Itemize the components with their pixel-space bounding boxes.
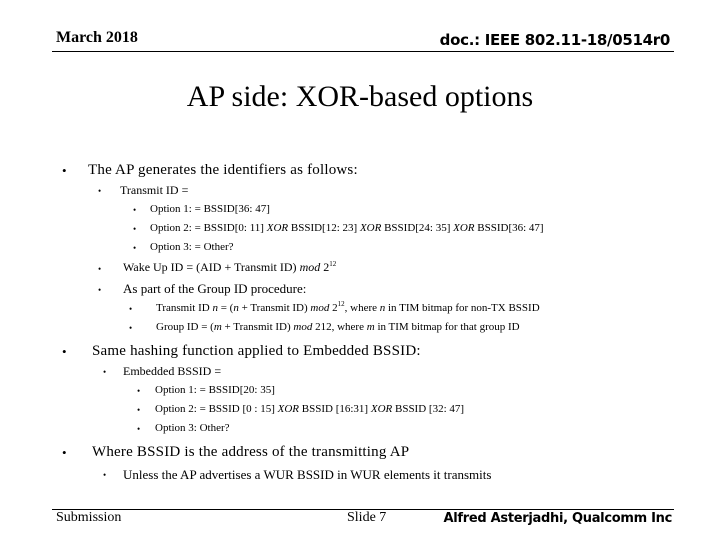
bullet-glyph: •: [133, 243, 137, 253]
bullet-glyph: •: [129, 323, 133, 333]
sub-bullet-group-id-procedure: As part of the Group ID procedure:: [123, 281, 307, 296]
footer-author: Alfred Asterjadhi, Qualcomm Inc: [443, 511, 672, 526]
group-id-formula: Group ID = (m + Transmit ID) mod 212, where m in TIM bitmap for that group ID: [156, 321, 520, 333]
option-3-embedded-bssid: Option 3: Other?: [155, 422, 230, 434]
bullet-ap-generates: The AP generates the identifiers as follows:: [88, 162, 358, 178]
bullet-glyph: •: [62, 445, 67, 460]
bullet-glyph: •: [133, 224, 137, 234]
bullet-glyph: •: [137, 424, 141, 434]
option-2-embedded-bssid: Option 2: = BSSID [0 : 15] XOR BSSID [16:31] XOR BSSID [32: 47]: [155, 403, 465, 415]
bullet-same-hashing: Same hashing function applied to Embedded BSSID:: [92, 343, 421, 359]
bullet-glyph: •: [137, 386, 141, 396]
bullet-glyph: •: [62, 163, 67, 178]
transmit-id-n-formula: Transmit ID n = (n + Transmit ID) mod $2^{12}$, where n in TIM bitmap for non-TX BSSID: [156, 300, 540, 314]
slide-title: AP side: XOR-based options: [186, 80, 534, 113]
sub-bullet-embedded-bssid: Embedded BSSID =: [123, 364, 222, 378]
footer-slide-number: Slide 7: [347, 510, 387, 525]
option-1-transmit-id: Option 1: = BSSID[36: 47]: [150, 203, 270, 215]
footer-submission: Submission: [56, 510, 122, 525]
bullet-glyph: •: [137, 405, 141, 415]
bullet-glyph: •: [62, 344, 67, 359]
option-1-embedded-bssid: Option 1: = BSSID[20: 35]: [155, 384, 275, 396]
bullet-where-bssid: Where BSSID is the address of the transmitting AP: [92, 444, 410, 460]
sub-bullet-transmit-id: Transmit ID =: [120, 183, 189, 197]
option-3-transmit-id: Option 3: = Other?: [150, 241, 234, 253]
sub-bullet-unless-wur: Unless the AP advertises a WUR BSSID in WUR elements it transmits: [123, 467, 492, 482]
bullet-glyph: •: [103, 470, 107, 480]
bullet-glyph: •: [98, 285, 102, 295]
header-date: March 2018: [56, 29, 138, 46]
bullet-glyph: •: [98, 186, 102, 196]
header-rule: [52, 51, 674, 52]
bullet-glyph: •: [98, 264, 102, 274]
option-2-transmit-id: Option 2: = BSSID[0: 11] XOR BSSID[12: 23] XOR BSSID[24: 35] XOR BSSID[36: 47]: [150, 222, 544, 234]
sub-bullet-wake-up-id: Wake Up ID = (AID + Transmit ID) mod $2^{12}$: [123, 260, 337, 274]
bullet-glyph: •: [133, 205, 137, 215]
bullet-glyph: •: [103, 367, 107, 377]
header-doc-id: doc.: IEEE 802.11-18/0514r0: [439, 31, 670, 49]
bullet-glyph: •: [129, 304, 133, 314]
